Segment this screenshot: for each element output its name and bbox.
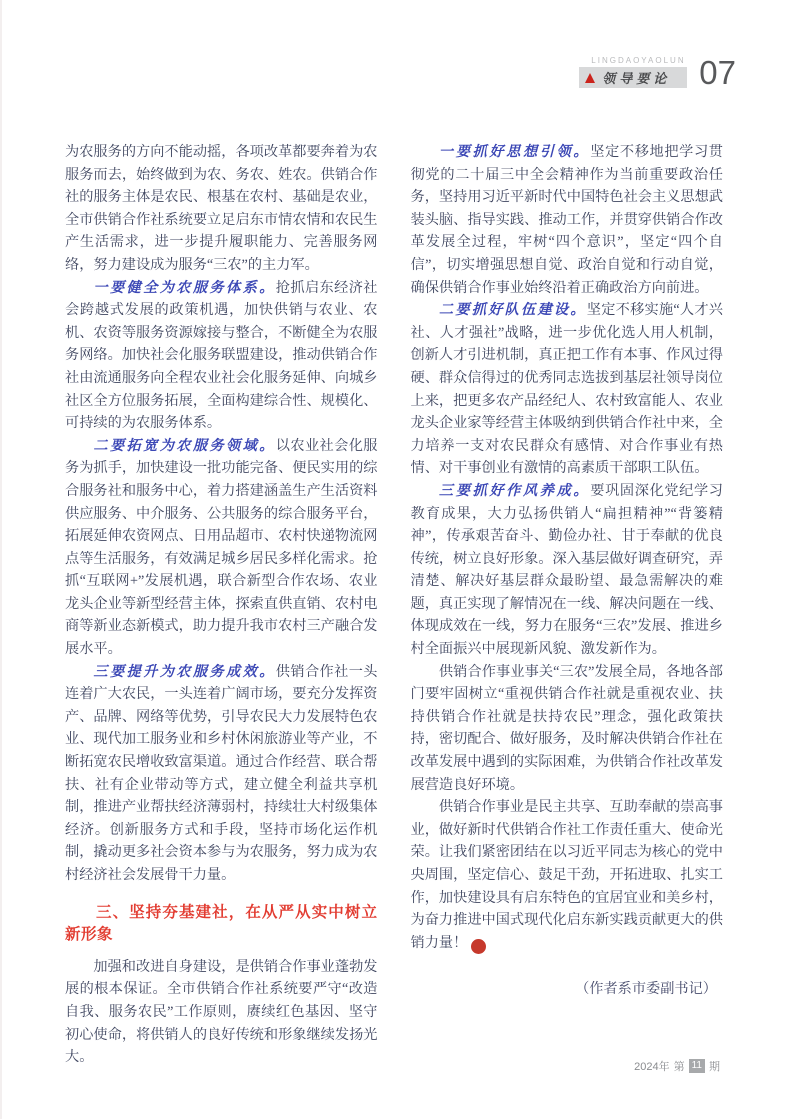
paragraph: 供销合作事业事关“三农”发展全局，各地各部门要牢固树立“重视供销合作社就是重视农业、扶持供销合作社就是扶持农民”理念，强化政策扶持，密切配合、做好服务，及时解决供销合作社在改革发展中遇到的实际困难，为供销合作社改革发展营造良好环境。	[410, 663, 723, 793]
paragraph-body: 坚定不移地把学习贯彻党的二十届三中全会精神作为当前重要政治任务，坚持用习近平新时代中国特色社会主义思想武装头脑、指导实践、推动工作，并贯穿供销合作改革发展全过程，牢树“四个意识”，坚定“四个自信”，切实增强思想自觉、政治自觉和行动自觉，确保供销合作事业始终沿着正确政治方向前进。	[410, 144, 723, 296]
paragraph-body: 坚定不移实施“人才兴社、人才强社”战略，进一步优化选人用人机制，创新人才引进机制，真正把工作有本事、作风过得硬、群众信得过的优秀同志选拔到基层社领导岗位上来，把更多农产品经纪人、农村致富能人、农业龙头企业家等经营主体吸纳到供销合作社中来，全力培养一支对农民群众有感情、对合作事业有热情、对干事创业有激情的高素质干部职工队伍。	[410, 302, 723, 477]
issue-number-badge: 11	[689, 1059, 705, 1073]
paragraph-body: 以农业社会化服务为抓手，加快建设一批功能完备、便民实用的综合服务社和服务中心，着力搭建涵盖生产生活资料供应服务、中介服务、公共服务的综合服务平台，拓展延伸农资网点、日用品超市、农村快递物流网点等生活服务，有效满足城乡居民多样化需求。抢抓“互联网+”发展机遇，联合新型合作农场、农业龙头企业等新型经营主体，探索直供直销、农村电商等新业态新模式，助力提升我市农村三产融合发展水平。	[65, 437, 378, 658]
paragraph	[411, 299, 724, 480]
page-footer	[634, 1058, 720, 1074]
left-column	[65, 141, 378, 1069]
section-label-bar	[579, 67, 687, 88]
paragraph-body: 供销合作社一头连着广大农民，一头连着广阔市场，要充分发挥资产、品牌、网络等优势，引导农民大力发展特色农业、现代加工服务业和乡村休闲旅游业等产业，不断拓宽农民增收致富渠道。通过合作经营、联合帮扶、社有企业带动等方式，建立健全利益共享机制，推进产业帮扶经济薄弱村，持续壮大村级集体经济。创新服务方式和手段，坚持市场化运作机制，撬动更多社会资本参与为农服务，努力成为农村经济社会发展骨干力量。	[65, 663, 378, 883]
footer-issue-prefix: 第	[673, 1061, 685, 1073]
footer-issue-suffix: 期	[709, 1061, 720, 1073]
section-title: 领导要论	[602, 71, 671, 86]
article-end-seal-icon: 完	[471, 939, 486, 954]
red-triangle-icon	[585, 73, 595, 83]
footer-year: 2024年	[634, 1061, 670, 1073]
section-heading: 三、坚持夯基建社，在从严从实中树立新形象	[65, 903, 378, 944]
paragraph-lead: 二要抓好队伍建设。	[438, 302, 587, 319]
paragraph-lead: 三要抓好作风养成。	[438, 482, 591, 499]
right-column	[411, 141, 724, 1069]
byline: （作者系市委副书记）	[575, 981, 717, 998]
paragraph-lead: 二要拓宽为农服务领域。	[93, 437, 276, 454]
paragraph-body: 供销合作事业是民主共享、互助奉献的崇高事业，做好新时代供销合作社工作责任重大、使命光荣。让我们紧密团结在以习近平同志为核心的党中央周围，坚定信心、鼓足干劲，开拓进取、扎实工作，加快建设具有启东特色的宜居宜业和美乡村，为奋力推进中国式现代化启东新实践贡献更大的供销力量！	[410, 799, 723, 951]
page-header	[579, 54, 736, 91]
paragraph-lead: 三要提升为农服务成效。	[93, 663, 276, 680]
paragraph: 为农服务的方向不能动摇，各项改革都要奔着为农服务而去，始终做到为农、务农、姓农。供销合作社的服务主体是农民、根基在农村、基础是农业，全市供销合作社系统要立足启东市情农情和农民生产生活需求，进一步提升履职能力、完善服务网络，努力建设成为服务“三农”的主力军。	[65, 144, 378, 273]
section-kicker: LINGDAOYAOLUN	[591, 56, 686, 65]
paragraph	[411, 796, 724, 954]
article	[65, 141, 723, 1069]
paragraph	[65, 277, 378, 435]
paragraph	[411, 141, 724, 299]
paragraph	[65, 435, 378, 661]
paragraph-lead: 一要抓好思想引领。	[438, 144, 591, 160]
paragraph	[65, 661, 378, 887]
paragraph	[411, 480, 724, 661]
page-number: 07	[699, 54, 736, 91]
section-label	[579, 56, 687, 88]
paragraph-lead: 一要健全为农服务体系。	[93, 279, 276, 296]
paragraph-body: 抢抓启东经济社会跨越式发展的政策机遇，加快供销与农业、农机、农资等服务资源嫁接与整合，不断健全为农服务网络。加快社会化服务联盟建设，推动供销合作社由流通服务向全程农业社会化服务延伸、向城乡社区全方位服务拓展，全面构建综合性、规模化、可持续的为农服务体系。	[65, 279, 378, 432]
paragraph-body: 要巩固深化党纪学习教育成果，大力弘扬供销人“扁担精神”“背篓精神”，传承艰苦奋斗、勤俭办社、甘于奉献的优良传统，树立良好形象。深入基层做好调查研究，弄清楚、解决好基层群众最盼望、最急需解决的难题，真正实现了解情况在一线、解决问题在一线、体现成效在一线，努力在服务“三农”发展、推进乡村全面振兴中展现新风貌、激发新作为。	[410, 482, 723, 658]
paragraph: 加强和改进自身建设，是供销合作事业蓬勃发展的根本保证。全市供销合作社系统要严守“改造自我、服务农民”工作原则，赓续红色基因、坚守初心使命，将供销人的良好传统和形象继续发扬光大。	[65, 958, 378, 1066]
